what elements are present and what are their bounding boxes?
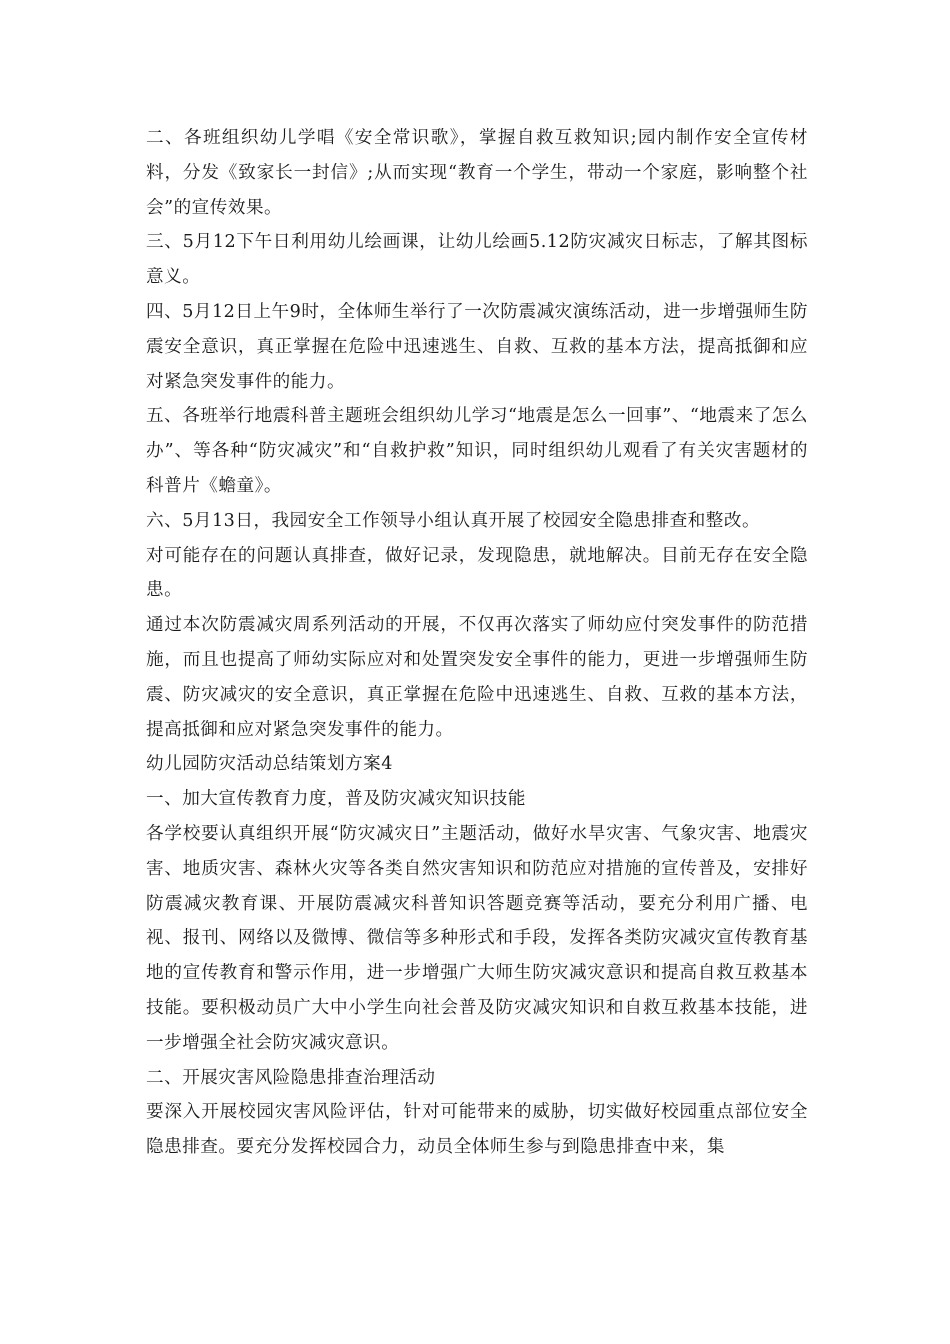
document-page [146, 121, 808, 1165]
paragraph-theme-meeting: 五、各班举行地震科普主题班会组织幼儿学习“地震是怎么一回事”、“地震来了怎么办”、等各种“防灾减灾”和“自救护救”知识，同时组织幼儿观看了有关灾害题材的科普片《蟾童》。 [146, 406, 808, 496]
paragraph-publicity: 各学校要认真组织开展“防灾减灾日”主题活动，做好水旱灾害、气象灾害、地震灾害、地质灾害、森林火灾等各类自然灾害知识和防范应对措施的宣传普及，安排好防震减灾教育课、开展防震减灾科普知识答题竞赛等活动，要充分利用广播、电视、报刊、网络以及微博、微信等多种形式和手段，发挥各类防灾减灾宣传教育基地的宣传教育和警示作用，进一步增强广大师生防灾减灾意识和提高自救互救基本技能。要积极动员广大中小学生向社会普及防灾减灾知识和自救互救基本技能，进一步增强全社会防灾减灾意识。 [146, 823, 808, 1053]
paragraph-drill: 四、5月12日上午9时，全体师生举行了一次防震减灾演练活动，进一步增强师生防震安全意识，真正掌握在危险中迅速逃生、自救、互救的基本方法，提高抵御和应对紧急突发事件的能力。 [146, 301, 808, 392]
paragraph-hazard-inspection: 六、5月13日，我园安全工作领导小组认真开展了校园安全隐患排查和整改。 [146, 510, 761, 531]
section-heading: 幼儿园防灾活动总结策划方案4 [146, 754, 393, 775]
subheading-publicity: 一、加大宣传教育力度，普及防灾减灾知识技能 [146, 789, 526, 810]
subheading-risk-inspection: 二、开展灾害风险隐患排查治理活动 [146, 1067, 436, 1088]
paragraph-drawing-class: 三、5月12下午日利用幼儿绘画课，让幼儿绘画5.12防灾减灾日标志，了解其图标意义。 [146, 232, 808, 288]
paragraph-risk-inspection: 要深入开展校园灾害风险评估，针对可能带来的威胁，切实做好校园重点部位安全隐患排查。要充分发挥校园合力，动员全体师生参与到隐患排查中来，集 [146, 1102, 808, 1158]
paragraph-class-song: 二、各班组织幼儿学唱《安全常识歌》，掌握自救互救知识;园内制作安全宣传材料，分发《致家长一封信》;从而实现“教育一个学生，带动一个家庭，影响整个社会”的宣传效果。 [146, 128, 808, 218]
paragraph-inspection-result: 对可能存在的问题认真排查，做好记录，发现隐患，就地解决。目前无存在安全隐患。 [146, 545, 808, 601]
paragraph-summary: 通过本次防震减灾周系列活动的开展，不仅再次落实了师幼应付突发事件的防范措施，而且也提高了师幼实际应对和处置突发安全事件的能力，更进一步增强师生防震、防灾减灾的安全意识，真正掌握在危险中迅速逃生、自救、互救的基本方法，提高抵御和应对紧急突发事件的能力。 [146, 615, 808, 740]
